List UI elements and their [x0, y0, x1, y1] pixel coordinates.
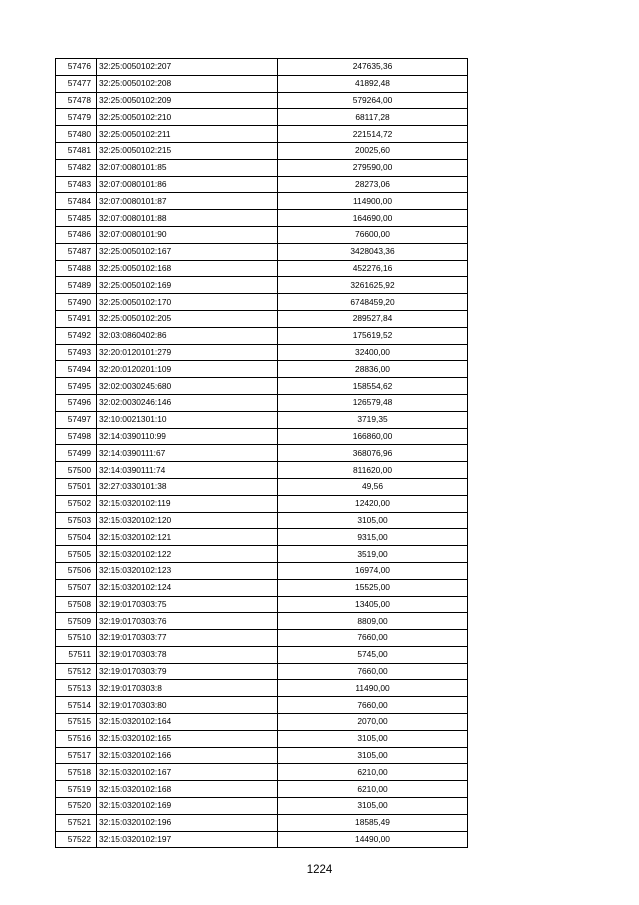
- row-number-cell: 57508: [56, 596, 97, 613]
- cadastral-value-cell: 289527,84: [278, 310, 468, 327]
- row-number-cell: 57518: [56, 764, 97, 781]
- table-row: [56, 462, 468, 479]
- table-row: [56, 109, 468, 126]
- cadastral-value-cell: 114900,00: [278, 193, 468, 210]
- table-row: [56, 159, 468, 176]
- table-row: [56, 478, 468, 495]
- row-number-cell: 57487: [56, 243, 97, 260]
- table-row: [56, 75, 468, 92]
- row-number-cell: 57507: [56, 579, 97, 596]
- table-row: [56, 226, 468, 243]
- cadastral-value-cell: 279590,00: [278, 159, 468, 176]
- row-number-cell: 57501: [56, 478, 97, 495]
- cadastral-number-cell: 32:10:0021301:10: [97, 411, 278, 428]
- table-row: [56, 344, 468, 361]
- cadastral-value-cell: 14490,00: [278, 831, 468, 848]
- cadastral-number-cell: 32:25:0050102:210: [97, 109, 278, 126]
- cadastral-number-cell: 32:15:0320102:164: [97, 714, 278, 731]
- table-row: [56, 294, 468, 311]
- cadastral-number-cell: 32:14:0390110:99: [97, 428, 278, 445]
- cadastral-value-cell: 3105,00: [278, 512, 468, 529]
- table-row: [56, 394, 468, 411]
- table-row: [56, 428, 468, 445]
- cadastral-value-cell: 28273,06: [278, 176, 468, 193]
- row-number-cell: 57481: [56, 142, 97, 159]
- table-row: [56, 92, 468, 109]
- cadastral-value-cell: 3105,00: [278, 730, 468, 747]
- table-row: [56, 764, 468, 781]
- cadastral-value-cell: 3428043,36: [278, 243, 468, 260]
- table-row: [56, 613, 468, 630]
- cadastral-value-cell: 175619,52: [278, 327, 468, 344]
- cadastral-value-cell: 158554,62: [278, 378, 468, 395]
- table-row: [56, 798, 468, 815]
- row-number-cell: 57485: [56, 210, 97, 227]
- cadastral-value-cell: 579264,00: [278, 92, 468, 109]
- cadastral-value-cell: 49,56: [278, 478, 468, 495]
- row-number-cell: 57505: [56, 546, 97, 563]
- cadastral-number-cell: 32:02:0030246:146: [97, 394, 278, 411]
- row-number-cell: 57509: [56, 613, 97, 630]
- cadastral-value-cell: 6210,00: [278, 764, 468, 781]
- cadastral-value-cell: 7660,00: [278, 663, 468, 680]
- cadastral-value-cell: 3105,00: [278, 747, 468, 764]
- cadastral-value-cell: 13405,00: [278, 596, 468, 613]
- cadastral-value-cell: 3261625,92: [278, 277, 468, 294]
- row-number-cell: 57522: [56, 831, 97, 848]
- table-row: [56, 562, 468, 579]
- table-row: [56, 260, 468, 277]
- cadastral-value-cell: 3719,35: [278, 411, 468, 428]
- cadastral-value-cell: 41892,48: [278, 75, 468, 92]
- table-row: [56, 630, 468, 647]
- cadastral-number-cell: 32:25:0050102:167: [97, 243, 278, 260]
- row-number-cell: 57504: [56, 529, 97, 546]
- cadastral-value-cell: 20025,60: [278, 142, 468, 159]
- row-number-cell: 57491: [56, 310, 97, 327]
- cadastral-value-cell: 7660,00: [278, 630, 468, 647]
- cadastral-number-cell: 32:25:0050102:169: [97, 277, 278, 294]
- row-number-cell: 57482: [56, 159, 97, 176]
- row-number-cell: 57510: [56, 630, 97, 647]
- cadastral-number-cell: 32:15:0320102:197: [97, 831, 278, 848]
- cadastral-number-cell: 32:27:0330101:38: [97, 478, 278, 495]
- cadastral-value-cell: 3519,00: [278, 546, 468, 563]
- row-number-cell: 57477: [56, 75, 97, 92]
- table-row: [56, 546, 468, 563]
- table-row: [56, 495, 468, 512]
- row-number-cell: 57480: [56, 126, 97, 143]
- row-number-cell: 57498: [56, 428, 97, 445]
- cadastral-number-cell: 32:25:0050102:170: [97, 294, 278, 311]
- cadastral-number-cell: 32:07:0080101:90: [97, 226, 278, 243]
- row-number-cell: 57492: [56, 327, 97, 344]
- cadastral-number-cell: 32:20:0120101:279: [97, 344, 278, 361]
- table-row: [56, 176, 468, 193]
- row-number-cell: 57495: [56, 378, 97, 395]
- cadastral-value-cell: 7660,00: [278, 697, 468, 714]
- cadastral-number-cell: 32:25:0050102:215: [97, 142, 278, 159]
- cadastral-value-cell: 11490,00: [278, 680, 468, 697]
- cadastral-number-cell: 32:15:0320102:121: [97, 529, 278, 546]
- cadastral-number-cell: 32:15:0320102:196: [97, 814, 278, 831]
- table-row: [56, 277, 468, 294]
- row-number-cell: 57506: [56, 562, 97, 579]
- cadastral-number-cell: 32:25:0050102:205: [97, 310, 278, 327]
- table-row: [56, 210, 468, 227]
- cadastral-value-table: [55, 58, 468, 848]
- cadastral-number-cell: 32:07:0080101:88: [97, 210, 278, 227]
- table-row: [56, 680, 468, 697]
- cadastral-number-cell: 32:07:0080101:86: [97, 176, 278, 193]
- row-number-cell: 57516: [56, 730, 97, 747]
- row-number-cell: 57486: [56, 226, 97, 243]
- cadastral-value-cell: 2070,00: [278, 714, 468, 731]
- row-number-cell: 57483: [56, 176, 97, 193]
- table-row: [56, 814, 468, 831]
- cadastral-number-cell: 32:19:0170303:8: [97, 680, 278, 697]
- row-number-cell: 57478: [56, 92, 97, 109]
- table-row: [56, 747, 468, 764]
- row-number-cell: 57496: [56, 394, 97, 411]
- cadastral-number-cell: 32:15:0320102:168: [97, 781, 278, 798]
- table-row: [56, 714, 468, 731]
- row-number-cell: 57494: [56, 361, 97, 378]
- cadastral-value-cell: 68117,28: [278, 109, 468, 126]
- table-row: [56, 781, 468, 798]
- row-number-cell: 57517: [56, 747, 97, 764]
- cadastral-number-cell: 32:15:0320102:167: [97, 764, 278, 781]
- cadastral-number-cell: 32:19:0170303:79: [97, 663, 278, 680]
- cadastral-value-cell: 5745,00: [278, 646, 468, 663]
- table-row: [56, 512, 468, 529]
- cadastral-number-cell: 32:15:0320102:120: [97, 512, 278, 529]
- row-number-cell: 57502: [56, 495, 97, 512]
- row-number-cell: 57521: [56, 814, 97, 831]
- table-row: [56, 378, 468, 395]
- table-row: [56, 193, 468, 210]
- cadastral-value-cell: 368076,96: [278, 445, 468, 462]
- cadastral-number-cell: 32:25:0050102:211: [97, 126, 278, 143]
- cadastral-value-cell: 16974,00: [278, 562, 468, 579]
- cadastral-value-cell: 126579,48: [278, 394, 468, 411]
- cadastral-number-cell: 32:19:0170303:77: [97, 630, 278, 647]
- row-number-cell: 57511: [56, 646, 97, 663]
- cadastral-value-cell: 8809,00: [278, 613, 468, 630]
- cadastral-number-cell: 32:20:0120201:109: [97, 361, 278, 378]
- cadastral-number-cell: 32:15:0320102:122: [97, 546, 278, 563]
- row-number-cell: 57500: [56, 462, 97, 479]
- row-number-cell: 57519: [56, 781, 97, 798]
- cadastral-number-cell: 32:14:0390111:74: [97, 462, 278, 479]
- cadastral-number-cell: 32:25:0050102:209: [97, 92, 278, 109]
- row-number-cell: 57476: [56, 59, 97, 76]
- table-row: [56, 126, 468, 143]
- row-number-cell: 57484: [56, 193, 97, 210]
- cadastral-value-cell: 166860,00: [278, 428, 468, 445]
- cadastral-value-cell: 247635,36: [278, 59, 468, 76]
- cadastral-value-cell: 9315,00: [278, 529, 468, 546]
- table-row: [56, 646, 468, 663]
- cadastral-number-cell: 32:07:0080101:85: [97, 159, 278, 176]
- cadastral-number-cell: 32:15:0320102:119: [97, 495, 278, 512]
- row-number-cell: 57515: [56, 714, 97, 731]
- cadastral-number-cell: 32:03:0860402:86: [97, 327, 278, 344]
- cadastral-number-cell: 32:15:0320102:169: [97, 798, 278, 815]
- cadastral-value-cell: 164690,00: [278, 210, 468, 227]
- cadastral-number-cell: 32:25:0050102:207: [97, 59, 278, 76]
- row-number-cell: 57513: [56, 680, 97, 697]
- table-row: [56, 529, 468, 546]
- row-number-cell: 57479: [56, 109, 97, 126]
- cadastral-number-cell: 32:25:0050102:168: [97, 260, 278, 277]
- row-number-cell: 57520: [56, 798, 97, 815]
- row-number-cell: 57503: [56, 512, 97, 529]
- cadastral-number-cell: 32:14:0390111:67: [97, 445, 278, 462]
- row-number-cell: 57493: [56, 344, 97, 361]
- cadastral-value-cell: 18585,49: [278, 814, 468, 831]
- table-row: [56, 310, 468, 327]
- cadastral-value-cell: 811620,00: [278, 462, 468, 479]
- cadastral-number-cell: 32:15:0320102:124: [97, 579, 278, 596]
- cadastral-number-cell: 32:25:0050102:208: [97, 75, 278, 92]
- cadastral-value-cell: 221514,72: [278, 126, 468, 143]
- table-row: [56, 59, 468, 76]
- cadastral-number-cell: 32:15:0320102:165: [97, 730, 278, 747]
- cadastral-value-cell: 3105,00: [278, 798, 468, 815]
- row-number-cell: 57489: [56, 277, 97, 294]
- table-row: [56, 663, 468, 680]
- table-row: [56, 831, 468, 848]
- page-number: 1224: [306, 864, 333, 876]
- cadastral-value-cell: 452276,16: [278, 260, 468, 277]
- row-number-cell: 57490: [56, 294, 97, 311]
- cadastral-number-cell: 32:15:0320102:123: [97, 562, 278, 579]
- table-row: [56, 596, 468, 613]
- cadastral-value-cell: 6210,00: [278, 781, 468, 798]
- table-row: [56, 361, 468, 378]
- cadastral-number-cell: 32:19:0170303:78: [97, 646, 278, 663]
- cadastral-number-cell: 32:15:0320102:166: [97, 747, 278, 764]
- table-row: [56, 243, 468, 260]
- table-row: [56, 142, 468, 159]
- table-row: [56, 327, 468, 344]
- cadastral-value-cell: 76600,00: [278, 226, 468, 243]
- cadastral-number-cell: 32:02:0030245:680: [97, 378, 278, 395]
- cadastral-value-cell: 15525,00: [278, 579, 468, 596]
- table-row: [56, 697, 468, 714]
- row-number-cell: 57512: [56, 663, 97, 680]
- cadastral-number-cell: 32:19:0170303:76: [97, 613, 278, 630]
- cadastral-number-cell: 32:19:0170303:75: [97, 596, 278, 613]
- table-body: [56, 59, 468, 848]
- cadastral-number-cell: 32:19:0170303:80: [97, 697, 278, 714]
- row-number-cell: 57497: [56, 411, 97, 428]
- row-number-cell: 57488: [56, 260, 97, 277]
- cadastral-value-cell: 28836,00: [278, 361, 468, 378]
- cadastral-value-cell: 32400,00: [278, 344, 468, 361]
- row-number-cell: 57499: [56, 445, 97, 462]
- cadastral-value-cell: 12420,00: [278, 495, 468, 512]
- row-number-cell: 57514: [56, 697, 97, 714]
- cadastral-number-cell: 32:07:0080101:87: [97, 193, 278, 210]
- table-row: [56, 579, 468, 596]
- cadastral-value-cell: 6748459,20: [278, 294, 468, 311]
- table-row: [56, 730, 468, 747]
- table-row: [56, 445, 468, 462]
- table-row: [56, 411, 468, 428]
